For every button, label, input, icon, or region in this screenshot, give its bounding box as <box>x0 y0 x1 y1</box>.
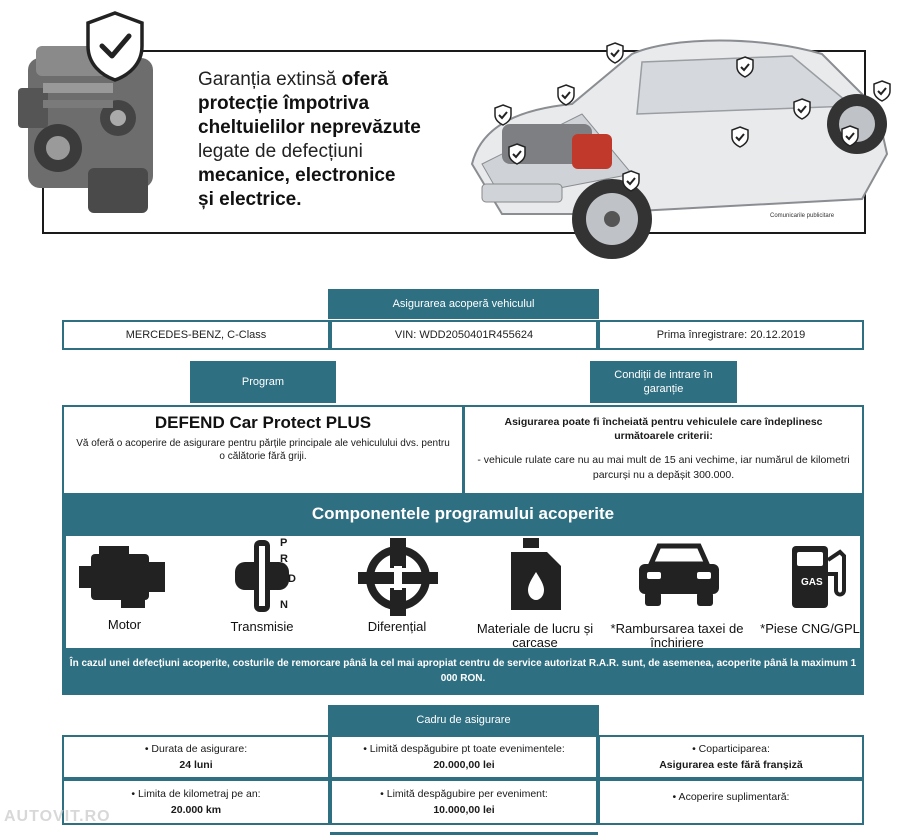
cadru-copay <box>598 735 864 779</box>
cadru-copay-label: • Coparticiparea: <box>692 743 770 755</box>
components-title: Componentele programului acoperite <box>62 504 864 524</box>
cadru-limit-all-value: 20.000,00 lei <box>433 759 495 771</box>
cadru-limit-all-label: • Limită despăgubire pt toate evenimentele: <box>363 743 565 755</box>
cadru-extra-coverage-label: • Acoperire suplimentară: <box>672 791 790 803</box>
vehicle-make-model: MERCEDES-BENZ, C-Class <box>62 320 330 350</box>
conditions-intro: Asigurarea poate fi încheiată pentru vehiculele care îndeplinesc următoarele criterii: <box>504 416 823 442</box>
oil-can-icon <box>503 538 567 612</box>
vehicle-info-row <box>62 320 864 350</box>
component-rambursare: *Rambursarea taxei de închiriere <box>610 621 744 650</box>
vehicle-first-registration: Prima înregistrare: 20.12.2019 <box>598 320 864 350</box>
gear-letter-r: R <box>280 553 288 565</box>
car-icon <box>637 542 721 608</box>
tab-conditions[interactable]: Condiții de intrare în garanție <box>590 361 737 403</box>
differential-icon <box>358 538 438 618</box>
program-panel <box>62 405 464 495</box>
gear-letter-p: P <box>280 537 288 549</box>
shield-check-icon <box>841 125 859 147</box>
cadru-duration-value: 24 luni <box>179 759 213 771</box>
shield-check-icon <box>736 56 754 78</box>
cadru-header: Cadru de asigurare <box>328 705 599 735</box>
car-illustration <box>462 14 892 264</box>
banner-headline: Garanția extinsă oferă protecție împotriva cheltuielilor neprevăzute legate de defecțiuni mecanice, electronice și electrice. <box>198 69 421 210</box>
cadru-limit-event-value: 10.000,00 lei <box>433 804 495 816</box>
component-materiale: Materiale de lucru și carcase <box>476 621 594 650</box>
cadru-copay-value: Asigurarea este fără franșiză <box>659 759 803 771</box>
tab-program[interactable]: Program <box>190 361 336 403</box>
component-cng-gpl: *Piese CNG/GPL <box>760 621 860 636</box>
shield-check-icon <box>494 104 512 126</box>
cadru-limit-all <box>330 735 598 779</box>
component-transmisie: Transmisie <box>230 619 294 634</box>
cadru-km-limit-value: 20.000 km <box>170 804 222 816</box>
shield-check-icon <box>557 84 575 106</box>
cadru-km-limit-label: • Limita de kilometraj pe an: <box>131 788 261 800</box>
cadru-duration-label: • Durata de asigurare: <box>144 743 248 755</box>
shield-check-icon <box>84 10 146 82</box>
watermark: AUTOVIT.RO <box>4 808 111 825</box>
cadru-duration <box>62 735 330 779</box>
vehicle-vin: VIN: WDD2050401R455624 <box>330 320 598 350</box>
shield-check-icon <box>508 143 526 165</box>
shield-check-icon <box>793 98 811 120</box>
shield-check-icon <box>606 42 624 64</box>
gear-letter-d: D <box>288 573 296 585</box>
gas-pump-icon <box>788 540 850 610</box>
gas-label: GAS <box>801 577 823 588</box>
towing-note: În cazul unei defecțiuni acoperite, costurile de remorcare până la cel mai apropiat centru de service autorizat R.A.R. sunt, de asemenea, acoperite până la maximum 1 000 RON. <box>69 658 857 684</box>
advertising-note: Comunicarile publicitare <box>770 213 835 219</box>
shield-check-icon <box>622 170 640 192</box>
shield-check-icon <box>731 126 749 148</box>
engine-icon <box>77 544 169 610</box>
program-title: DEFEND Car Protect PLUS <box>154 413 372 432</box>
cadru-bottom-bar <box>330 832 598 835</box>
conditions-panel <box>463 405 864 495</box>
shield-check-icon <box>873 80 891 102</box>
conditions-criteria: - vehicule rulate care nu au mai mult de 15 ani vechime, iar numărul de kilometri parcurși nu a depășit 300.000. <box>477 454 850 481</box>
component-motor: Motor <box>107 617 142 632</box>
cadru-limit-event <box>330 779 598 825</box>
component-diferential: Diferențial <box>367 619 427 634</box>
cadru-limit-event-label: • Limită despăgubire per eveniment: <box>380 788 548 800</box>
program-description: Vă oferă o acoperire de asigurare pentru părțile principale ale vehiculului dvs. pentru o călătorie fără griji. <box>76 438 450 462</box>
vehicle-header: Asigurarea acoperă vehiculul <box>328 289 599 319</box>
cadru-extra-coverage <box>598 779 864 825</box>
gear-letter-n: N <box>280 599 288 611</box>
